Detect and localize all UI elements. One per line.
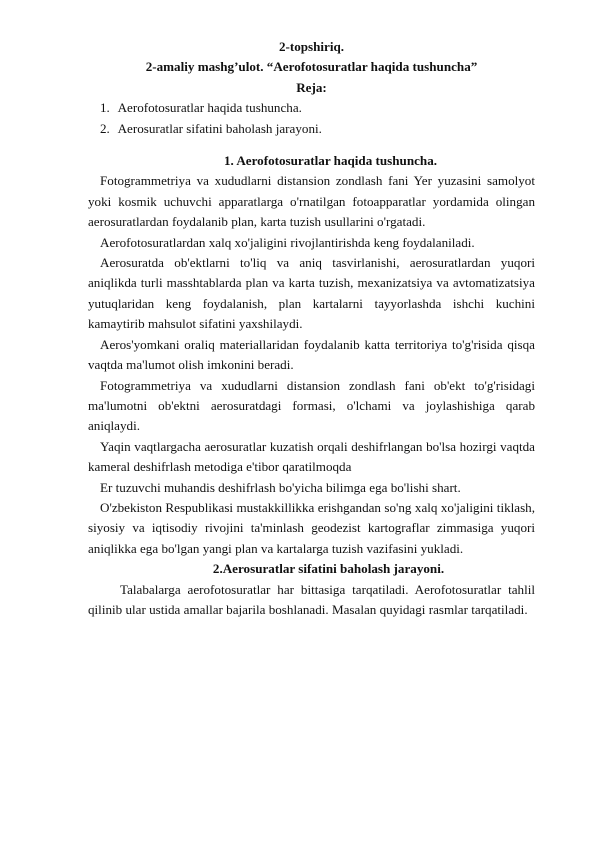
section-2-heading: 2.Aerosuratlar sifatini baholash jarayoni. [212,561,445,577]
plan-item-text: Aerofotosuratlar haqida tushuncha. [117,100,302,116]
paragraph: Talabalarga aerofotosuratlar har bittasiga tarqatiladi. Aerofotosuratlar tahlil qilinib ular ustida amallar bajarila boshlanadi. Masalan quyidagi rasmlar tarqatiladi. [88,581,535,617]
paragraph: O'zbekiston Respublikasi mustakkillikka erishgandan so'ng xalq xo'jaligini tiklash, siyosiy va iqtisodiy rivojini ta'minlash geodezist kartograflar zimmasiga yuqori aniqlikka ega bo'lgan yangi plan va kartalarga tuzish vazifasini yukladi. [88,499,535,556]
plan-item-number: 2. [100,120,110,136]
plan-label: Reja: [296,79,327,95]
paragraph: Aeros'yomkani oraliq materiallaridan foydalanib katta territoriya to'g'risida qisqa vaqtda ma'lumot olish imkonini beradi. [88,336,535,373]
plan-item-number: 1. [100,100,110,116]
paragraph: Fotogrammetriya va xududlarni distansion zondlash fani ob'ekt to'g'risidagi ma'lumotni ob'ektni aerosuratdagi formasi, o'lchami va joylashishiga qarab aniqlaydi. [88,377,535,434]
paragraph: Fotogrammetriya va xududlarni distansion zondlash fani Yer yuzasini samolyot yoki kosmik uchuvchi apparatlarga o'rnatilgan fotoapparatlar yordamida olingan aerosuratlardan foydalanib plan, karta tuzish usullarini o'rgatadi. [88,173,535,230]
plan-list [88,98,535,139]
paragraph: Er tuzuvchi muhandis deshifrlash bo'yicha bilimga ega bo'lishi shart. [100,479,461,495]
lesson-title: 2-amaliy mashg’ulot. “Aerofotosuratlar haqida tushuncha” [145,59,478,75]
spacer [88,139,535,151]
paragraph: Aerosuratda ob'ektlarni to'liq va aniq tasvirlanishi, aerosuratlardan yuqori aniqlikda turli masshtablarda plan va karta tuzish, mexanizatsiya va avtomatizatsiya yutuqlaridan keng foydalanish, plan kartalarni tayyorlashda ishchi kuchini kamaytirib mahsulot sifatini yaxshilaydi. [88,255,535,332]
paragraph: Yaqin vaqtlargacha aerosuratlar kuzatish orqali deshifrlangan bo'lsa hozirgi vaqtda kameral deshifrlash metodiga e'tibor qaratilmoqda [88,438,535,475]
assignment-title: 2-topshiriq. [278,39,345,54]
plan-item-text: Aerosuratlar sifatini baholash jarayoni. [117,120,322,136]
section-1-heading: 1. Aerofotosuratlar haqida tushuncha. [223,153,438,169]
paragraph: Aerofotosuratlardan xalq xo'jaligini rivojlantirishda keng foydalaniladi. [100,234,475,250]
plan-item [88,98,535,118]
plan-item [88,119,535,139]
document-page [88,37,535,620]
